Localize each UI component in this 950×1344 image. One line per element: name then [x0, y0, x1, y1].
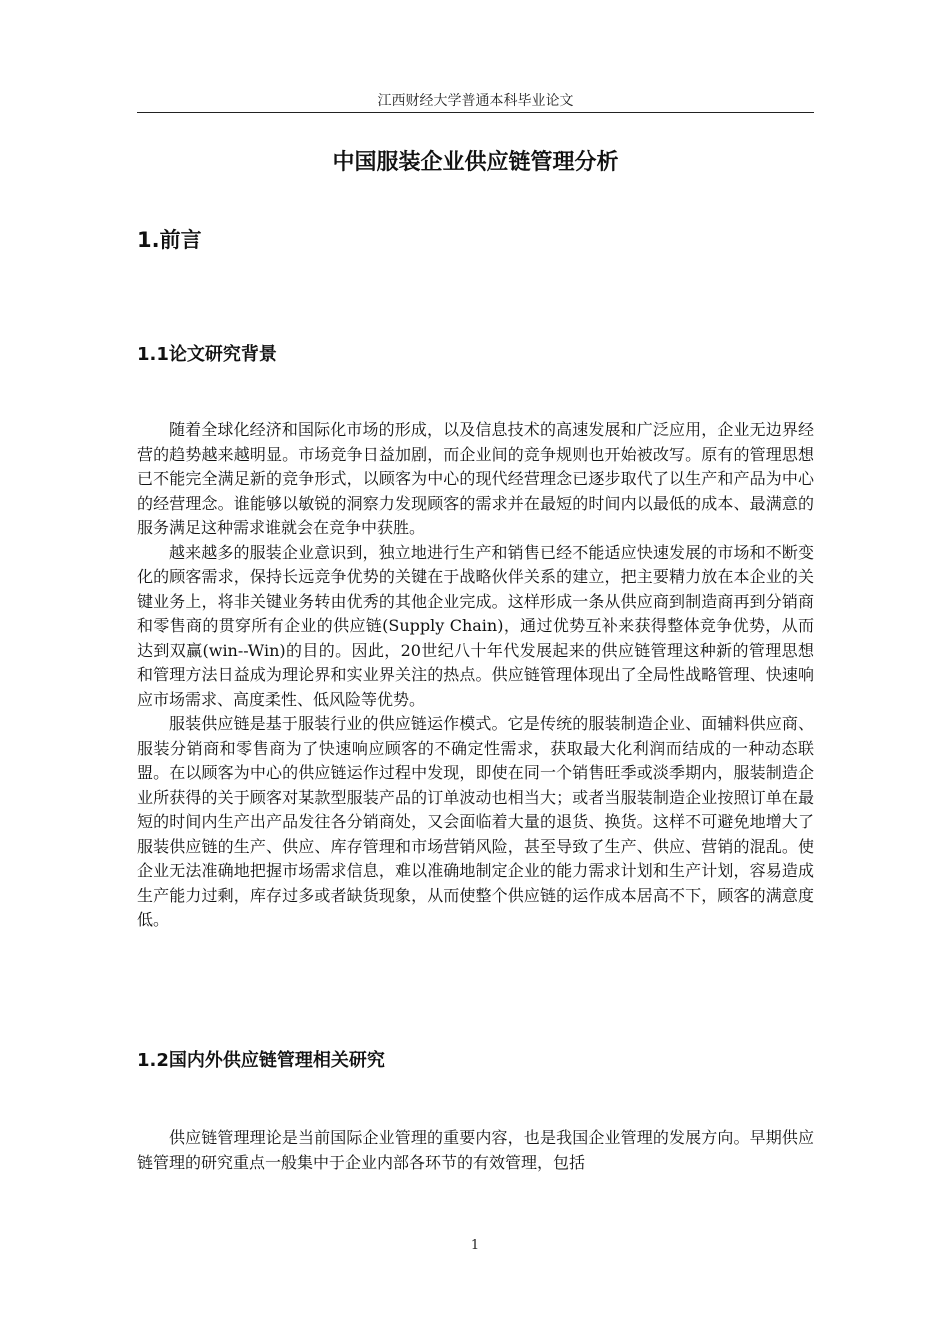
section-heading-1: 1.前言 [137, 228, 202, 252]
header-rule [137, 112, 814, 113]
running-header: 江西财经大学普通本科毕业论文 [377, 93, 574, 109]
paragraph: 随着全球化经济和国际化市场的形成，以及信息技术的高速发展和广泛应用，企业无边界经营的趋势越来越明显。市场竞争日益加剧，而企业间的竞争规则也开始被改写。原有的管理思想已不能完全满足新的竞争形式，以顾客为中心的现代经营理念已逐步取代了以生产和产品为中心的经营理念。谁能够以敏锐的洞察力发现顾客的需求并在最短的时间内以最低的成本、最满意的服务满足这种需求谁就会在竞争中获胜。 [137, 420, 814, 537]
section-1-2-body [137, 1126, 814, 1175]
section-heading-1-2: 1.2国内外供应链管理相关研究 [137, 1050, 385, 1071]
page-number: 1 [470, 1238, 480, 1253]
document-title: 中国服装企业供应链管理分析 [332, 150, 619, 175]
paragraph: 服装供应链是基于服装行业的供应链运作模式。它是传统的服装制造企业、面辅料供应商、服装分销商和零售商为了快速响应顾客的不确定性需求，获取最大化利润而结成的一种动态联盟。在以顾客为中心的供应链运作过程中发现，即使在同一个销售旺季或淡季期内，服装制造企业所获得的关于顾客对某款型服装产品的订单波动也相当大；或者当服装制造企业按照订单在最短的时间内生产出产品发往各分销商处，又会面临着大量的退货、换货。这样不可避免地增大了服装供应链的生产、供应、库存管理和市场营销风险，甚至导致了生产、供应、营销的混乱。使企业无法准确地把握市场需求信息，难以准确地制定企业的能力需求计划和生产计划，容易造成生产能力过剩，库存过多或者缺货现象，从而使整个供应链的运作成本居高不下，顾客的满意度低。 [137, 714, 814, 929]
paragraph: 供应链管理理论是当前国际企业管理的重要内容，也是我国企业管理的发展方向。早期供应链管理的研究重点一般集中于企业内部各环节的有效管理，包括 [137, 1128, 814, 1172]
section-heading-1-1: 1.1论文研究背景 [137, 344, 277, 365]
paragraph: 越来越多的服装企业意识到，独立地进行生产和销售已经不能适应快速发展的市场和不断变化的顾客需求，保持长远竞争优势的关键在于战略伙伴关系的建立，把主要精力放在本企业的关键业务上，将非关键业务转由优秀的其他企业完成。这样形成一条从供应商到制造商再到分销商和零售商的贯穿所有企业的供应链(Supply Chain)，通过优势互补来获得整体竞争优势，从而达到双赢(win--Win)的目的。因此，20世纪八十年代发展起来的供应链管理这种新的管理思想和管理方法日益成为理论界和实业界关注的热点。供应链管理体现出了全局性战略管理、快速响应市场需求、高度柔性、低风险等优势。 [137, 542, 814, 709]
section-1-1-body [137, 418, 814, 933]
